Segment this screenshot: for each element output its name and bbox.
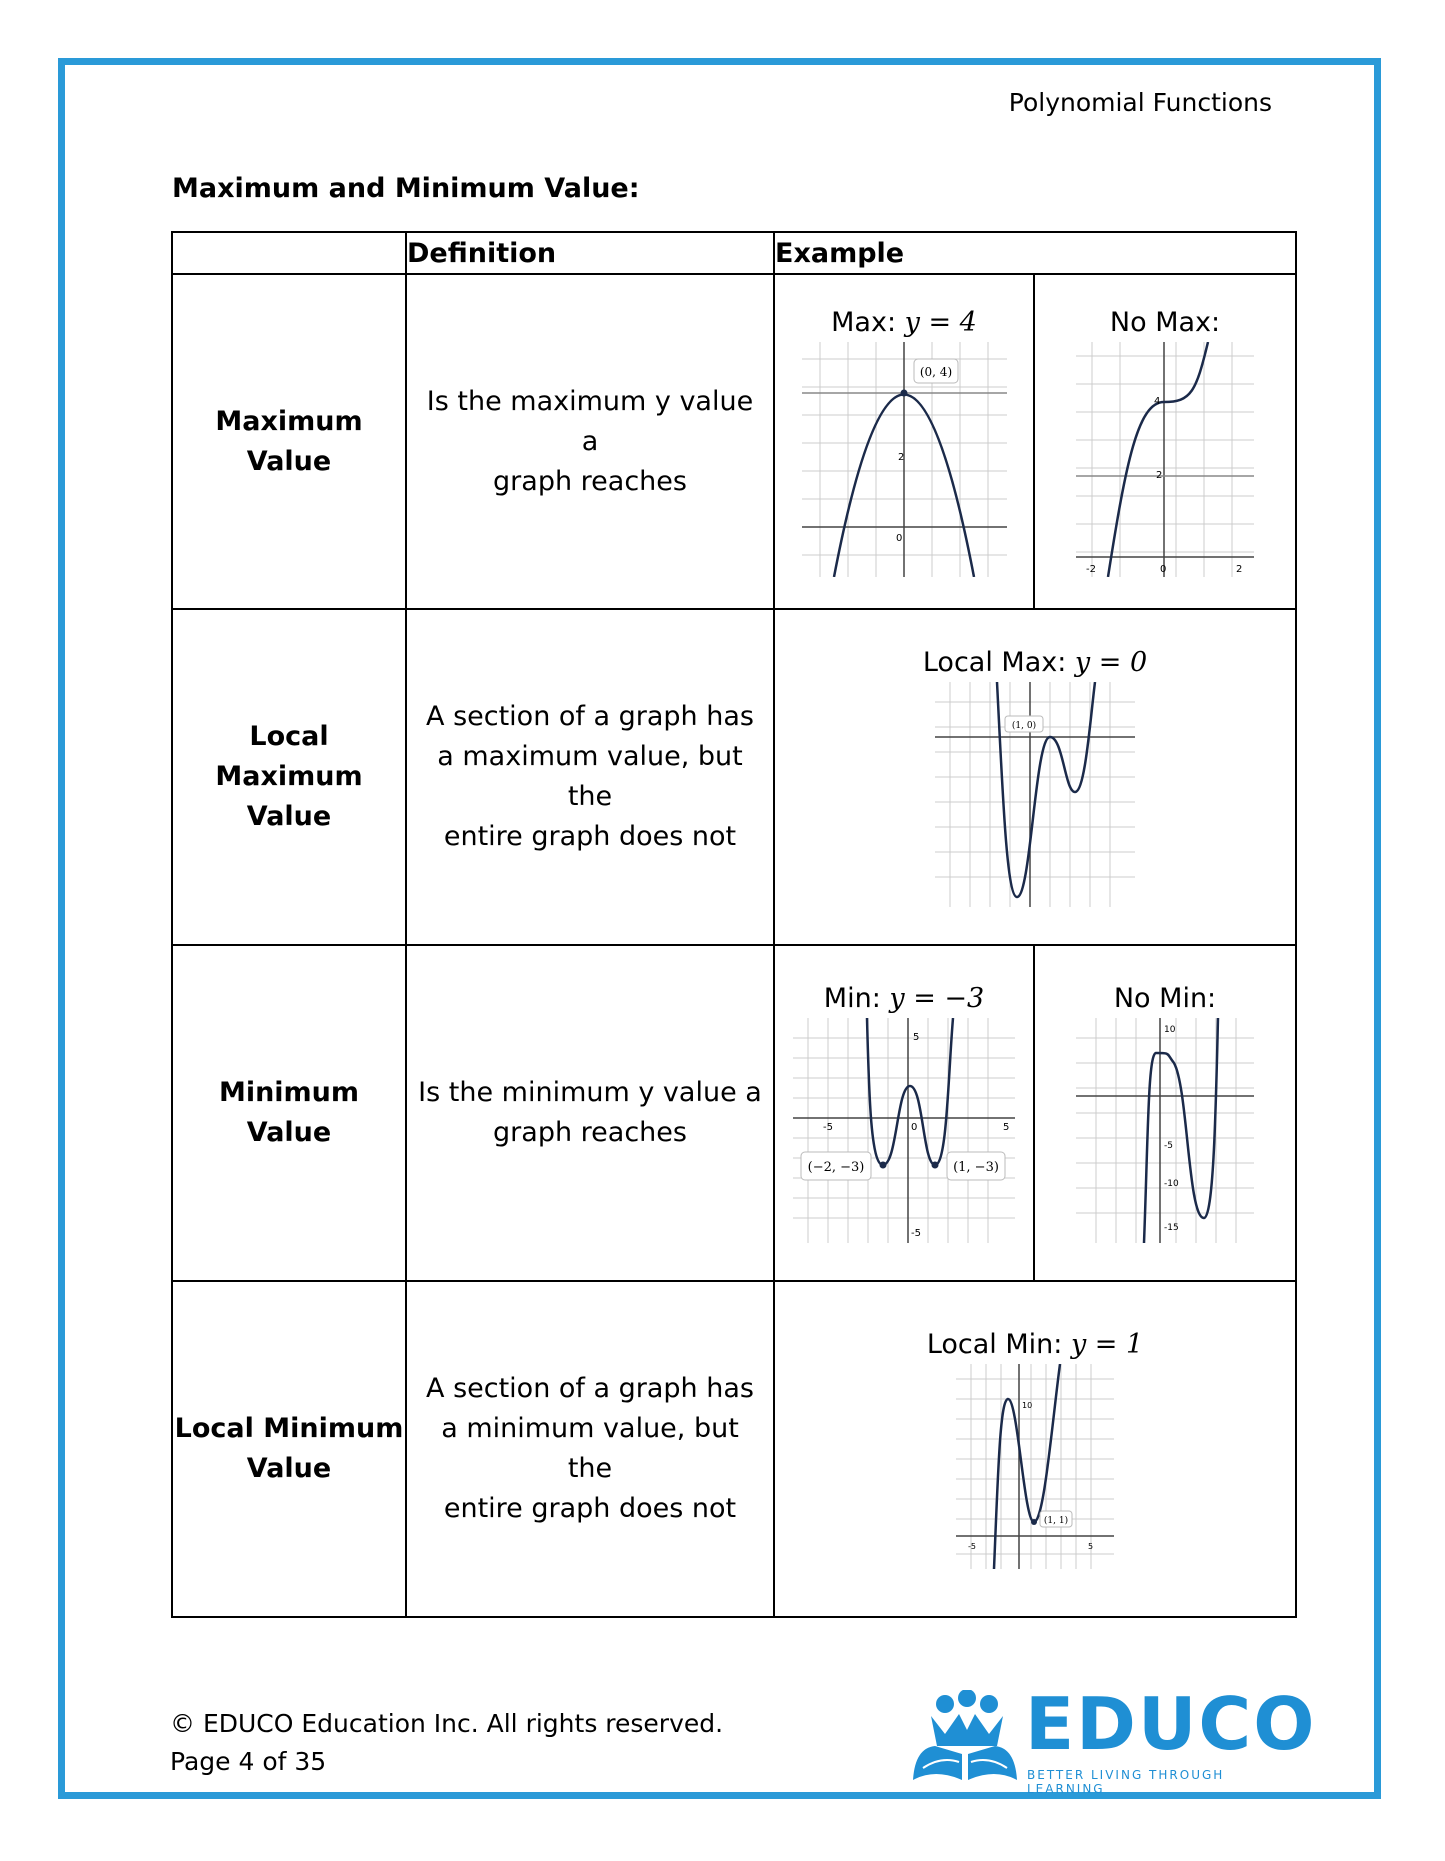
definition-minimum-value: Is the minimum y value a graph reaches <box>406 945 774 1281</box>
min-point-label-b: (1, −3) <box>953 1160 999 1175</box>
header-example: Example <box>774 232 1296 274</box>
min-origin-tick: 0 <box>911 1122 918 1133</box>
local-max-graph <box>935 682 1135 907</box>
max-graph <box>802 342 1007 577</box>
logo-tagline: BETTER LIVING THROUGH LEARNING <box>1027 1768 1225 1796</box>
example-no-max <box>1034 274 1296 609</box>
local-min-x-tick-neg5: -5 <box>968 1542 976 1551</box>
local-min-point-label: (1, 1) <box>1043 1516 1069 1526</box>
term-local-maximum-value: Local Maximum Value <box>172 609 406 945</box>
copyright-text: © EDUCO Education Inc. All rights reserved. <box>170 1709 724 1738</box>
min-x-tick-neg5: -5 <box>823 1122 833 1133</box>
min-graph <box>793 1018 1015 1243</box>
no-min-y-tick-10: 10 <box>1164 1025 1176 1035</box>
page-header: Polynomial Functions <box>1008 88 1272 117</box>
local-min-graph <box>956 1364 1114 1569</box>
max-point-label: (0, 4) <box>919 364 952 379</box>
page-number: Page 4 of 35 <box>170 1747 327 1776</box>
example-local-min-title: Local Min: y = 1 <box>926 1329 1144 1360</box>
table-row <box>172 945 1296 1281</box>
footer <box>170 1705 723 1781</box>
logo-word: EDUCO <box>1025 1682 1317 1766</box>
example-min-title: Min: y = −3 <box>823 983 985 1014</box>
no-min-graph <box>1076 1018 1254 1243</box>
term-local-minimum-value: Local Minimum Value <box>172 1281 406 1617</box>
example-no-min <box>1034 945 1296 1281</box>
definition-local-maximum-value: A section of a graph has a maximum value, but the entire graph does not <box>406 609 774 945</box>
table-header-row <box>172 232 1296 274</box>
definition-local-minimum-value: A section of a graph has a minimum value, but the entire graph does not <box>406 1281 774 1617</box>
header-empty-cell <box>172 232 406 274</box>
local-min-y-tick-10: 10 <box>1022 1401 1033 1410</box>
local-max-point-label: (1, 0) <box>1011 721 1037 731</box>
no-max-y-tick-4: 4 <box>1154 395 1161 407</box>
table-row <box>172 609 1296 945</box>
header-definition: Definition <box>406 232 774 274</box>
example-no-min-title: No Min: <box>1113 983 1217 1014</box>
example-no-max-title: No Max: <box>1109 306 1221 338</box>
table-row <box>172 1281 1296 1617</box>
no-max-x-tick-neg2: -2 <box>1086 563 1096 575</box>
educo-logo <box>905 1682 1317 1796</box>
example-max-title: Max: y = 4 <box>831 306 977 338</box>
min-y-tick-neg5: -5 <box>911 1228 921 1239</box>
no-max-graph <box>1076 342 1254 577</box>
example-max <box>774 274 1034 609</box>
no-max-y-tick-2: 2 <box>1156 469 1163 481</box>
no-min-y-tick-neg5: -5 <box>1164 1141 1173 1151</box>
min-y-tick-5: 5 <box>913 1032 920 1043</box>
table-row <box>172 274 1296 609</box>
no-min-y-tick-neg10: -10 <box>1164 1179 1179 1189</box>
no-min-y-tick-neg15: -15 <box>1164 1223 1179 1233</box>
educo-book-icon <box>905 1690 1020 1785</box>
max-origin-tick: 0 <box>895 532 902 544</box>
no-max-origin-tick: 0 <box>1160 563 1167 575</box>
term-minimum-value: Minimum Value <box>172 945 406 1281</box>
min-x-tick-5: 5 <box>1003 1122 1010 1133</box>
min-point-label-a: (−2, −3) <box>807 1160 865 1175</box>
no-max-x-tick-2: 2 <box>1236 563 1243 575</box>
max-min-table <box>171 231 1297 1618</box>
max-y-tick-2: 2 <box>897 451 904 463</box>
example-min <box>774 945 1034 1281</box>
definition-maximum-value: Is the maximum y value a graph reaches <box>406 274 774 609</box>
example-local-max-title: Local Max: y = 0 <box>922 647 1148 678</box>
term-maximum-value: Maximum Value <box>172 274 406 609</box>
example-local-min <box>774 1281 1296 1617</box>
section-title: Maximum and Minimum Value: <box>172 173 640 204</box>
local-min-x-tick-5: 5 <box>1088 1542 1094 1551</box>
example-local-max <box>774 609 1296 945</box>
